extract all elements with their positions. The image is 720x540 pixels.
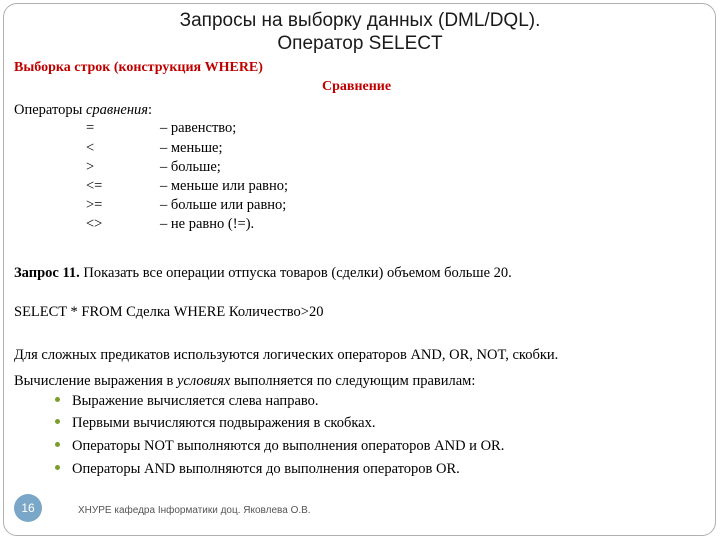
- operator-symbol: <=: [86, 178, 103, 194]
- operator-description: – больше или равно;: [160, 197, 287, 213]
- bullet-icon: [55, 442, 60, 447]
- paragraph-rules-intro: [14, 372, 475, 390]
- operator-symbol: =: [86, 120, 95, 136]
- query-label: Запрос 11.: [14, 265, 80, 281]
- query-text: Показать все операции отпуска товаров (сделки) объемом больше 20.: [79, 265, 512, 281]
- operator-symbol: >=: [86, 197, 103, 213]
- list-item: [55, 438, 504, 455]
- operators-intro: [14, 101, 152, 119]
- operator-description: – меньше;: [160, 140, 223, 156]
- operator-description: – больше;: [160, 159, 221, 175]
- operators-intro-suffix: :: [148, 102, 153, 118]
- operator-description: – меньше или равно;: [160, 178, 289, 194]
- operator-description: – не равно (!=).: [160, 216, 255, 232]
- query-line: [14, 264, 512, 282]
- rule-text: Операторы AND выполняются до выполнения операторов OR.: [72, 461, 460, 477]
- rule-text: Первыми вычисляются подвыражения в скобках.: [72, 415, 376, 431]
- rules-intro-prefix: Вычисление выражения в: [14, 373, 177, 389]
- footer-text: ХНУРЕ кафедра Інформатики доц. Яковлева О.В.: [78, 505, 311, 516]
- bullet-icon: [55, 419, 60, 424]
- operator-symbol: <>: [86, 216, 103, 232]
- page-number-badge: 16: [14, 494, 42, 522]
- rules-intro-em: условиях: [176, 373, 231, 389]
- rule-text: Операторы NOT выполняются до выполнения операторов AND и OR.: [72, 438, 505, 454]
- list-item: [55, 461, 460, 478]
- operator-description: – равенство;: [160, 120, 237, 136]
- list-item: [55, 415, 375, 432]
- slide-title-line1: Запросы на выборку данных (DML/DQL).: [179, 10, 541, 31]
- operator-symbol: >: [86, 159, 95, 175]
- rule-text: Выражение вычисляется слева направо.: [72, 393, 319, 409]
- slide-title-line2: Оператор SELECT: [277, 33, 443, 54]
- operators-intro-prefix: Операторы: [14, 102, 86, 118]
- compare-heading: Сравнение: [322, 79, 392, 94]
- select-statement: SELECT * FROM Сделка WHERE Количество>20: [14, 304, 324, 320]
- list-item: [55, 393, 319, 410]
- operator-symbol: <: [86, 140, 95, 156]
- operators-intro-em: сравнения: [86, 102, 149, 118]
- bullet-icon: [55, 397, 60, 402]
- paragraph-predicates: Для сложных предикатов используются логических операторов AND, OR, NOT, скобки.: [14, 347, 559, 363]
- section-subtitle: Выборка строк (конструкция WHERE): [14, 60, 263, 75]
- bullet-icon: [55, 465, 60, 470]
- rules-intro-suffix: выполняется по следующим правилам:: [230, 373, 476, 389]
